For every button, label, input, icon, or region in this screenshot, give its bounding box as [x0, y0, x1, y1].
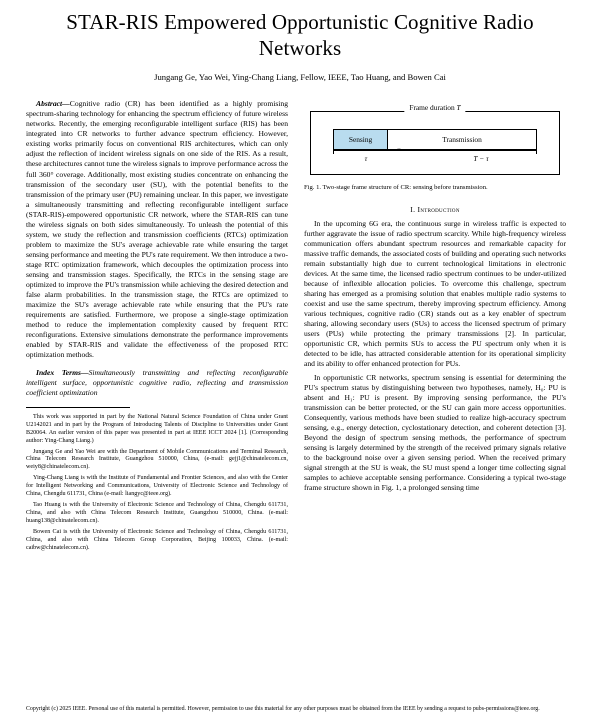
transmission-block	[388, 129, 537, 150]
two-column-body	[26, 99, 574, 555]
time-axis	[333, 150, 537, 151]
tau-label: τ	[364, 154, 368, 164]
axis-tick-start	[333, 146, 334, 154]
intro-paragraph-2: In opportunistic CR networks, spectrum sensing is essential for determining the PU's spectrum status by distinguishing between two hypotheses, namely, H₀: PU is absent and H₁: PU is present. By improving sensing performance, the PU's transmission can be better protected, or the SU can gain more access opportunities. Consequently, various methods have been studied to realize high-accuracy spectrum sensing, e.g., energy detection, cyclostationary detection, and coherent detection [3]. Beyond the design of spectrum sensing methods, the performance of spectrum sensing is largely determined by the strength of the received primary signals relative to the background noise over a given sensing period. When the received primary signal strength at the SU is weak, the SU must spend a longer time collecting signal samples to achieve acceptable sensing performance. Considering a typical two-stage frame structure shown in Fig. 1, a prolonged sensing time	[304, 373, 566, 493]
index-terms-paragraph	[26, 368, 288, 398]
footnote-author-2: Ying-Chang Liang is with the Institute of Fundamental and Frontier Sciences, and also with the Center for Intelligent Networking and Communications, University of Electronic Science and Technology of China, Chengdu 611731, China (e-mail: liangyc@ieee.org).	[26, 475, 288, 498]
remaining-duration-label: T − τ	[473, 154, 489, 164]
paper-page	[0, 10, 600, 716]
right-column	[304, 99, 566, 555]
intro-paragraph-1: In the upcoming 6G era, the continuous surge in wireless traffic is expected to further aggravate the issue of radio spectrum scarcity. While high-frequency wireless communication offers abundant spectrum resources and remarkable capacity for massive traffic demands, the associated costs of building and operating such networks remain substantially high due to current technological limitations in electronic devices. At the same time, the licensed radio spectrum continues to be under-utilized because of inflexible allocation policies. To overcome this challenge, spectrum sharing has emerged as a promising solution that enables multiple radio systems to coexist and use the same spectrum, thereby improving spectrum efficiency. Among various techniques, cognitive radio (CR) stands out as a key enabler of spectrum sharing, allowing secondary users (SUs) to access the licensed spectrum of primary users (PUs) while protecting the primary transmissions [2]. In particular, opportunistic CR, which permits SUs to access the PU spectrum only when it is detected to be idle, has attracted considerable attention for its operational simplicity and its ability to offer enhanced protection for PUs.	[304, 218, 566, 369]
index-terms-text: Simultaneously transmitting and reflecting reconfigurable intelligent surface, opportunistic cognitive radio, reflecting and transmission coefficient optimization	[26, 367, 288, 397]
sensing-block-label: Sensing	[348, 135, 373, 145]
left-column	[26, 99, 288, 555]
footnote-author-4: Bowen Cai is with the University of Electronic Science and Technology of China, Chengdu 611731, China, and also with China Telecom Group Corporation, Beijing 100033, China. (e-mail: caibw@chinatelecom.cn).	[26, 528, 288, 551]
footnote-author-3: Tao Huang is with the University of Electronic Science and Technology of China, Chengdu 611731, China, and also with China Telecom Research Institute, Guangzhou 510000, China. (e-mail: huang138@chinatelecom.cn).	[26, 502, 288, 524]
transmission-block-label: Transmission	[442, 135, 482, 145]
author-list	[30, 72, 570, 83]
section-heading-introduction: I. Introduction	[410, 204, 460, 214]
index-terms-lead: Index Terms—	[36, 367, 89, 377]
abstract-paragraph	[26, 99, 288, 359]
abstract-lead: Abstract—	[36, 99, 70, 109]
frame-blocks	[333, 129, 537, 150]
footnote-rule	[26, 407, 130, 408]
figure-1-caption: Fig. 1. Two-stage frame structure of CR: sensing before transmission.	[304, 184, 488, 192]
sensing-block	[333, 129, 388, 150]
abstract-text: Cognitive radio (CR) has been identified as a highly promising spectrum-sharing technology for enhancing the spectrum efficiency of future wireless networks. Recently, the emerging reconfigurable intelligent surface (RIS) has been integrated into CR networks to further advance spectrum efficiency. However, existing works primarily focus on conventional RIS architectures, which can only adjust the reflection of incident wireless signals on one side of the RIS. As a result, these architectures cannot tune the wireless signals to improve performance across the full 360° coverage. Additionally, most existing studies concentrate on enhancing the transmission of the secondary user (SU), with the potential benefits to the transmission of the primary user (PU) remaining unclear. In this paper, we investigate a simultaneously transmitting and reflecting reconfigurable intelligent surface (STAR-RIS)-empowered opportunistic CR network, where the STAR-RIS can tune the wireless signals on both sides simultaneously. To unleash the potential of this system, we study the reflection and transmission coefficients (RTCs) optimization problem to maximize the SU's average achievable rate while ensuring the target sensing performance and meeting the PU's rate requirement. We then introduce a two-stage RTC optimization framework, which decouples the optimization process into sensing and transmission stages. Specifically, the RTCs in the sensing stage are optimized to improve the PU's transmission while achieving the desired detection and false alarm probabilities. In the transmission stage, the RTCs are optimized to maximize the SU's average achievable rate while ensuring that the PU's rate requirements are satisfied. Furthermore, we propose a single-stage optimization method to reduce the implementation complexity caused by frequent RTC reconfigurations. Extensive simulations demonstrate the performance improvements enabled by STAR-RIS and validate the effectiveness of the proposed RTC optimization methods.	[26, 99, 288, 359]
axis-tick-tau: ×	[397, 146, 401, 155]
frame-duration-symbol: T	[456, 103, 461, 113]
copyright-notice: Copyright (c) 2025 IEEE. Personal use of this material is permitted. However, permission to use this material for any other purposes must be obtained from the IEEE by sending a request to pubs-permissions@ieee.org.	[26, 705, 540, 712]
axis-tick-end	[536, 146, 537, 154]
frame-duration-prefix: Frame duration	[409, 103, 457, 113]
figure-1	[304, 103, 566, 193]
authors-text: Jungang Ge, Yao Wei, Ying-Chang Liang, Fellow, IEEE, Tao Huang, and Bowen Cai	[154, 72, 446, 83]
footnote-funding: This work was supported in part by the National Natural Science Foundation of China under Grant U2142021 and in part by the Program of Introducing Talents of Discipline to Universities under Grant B20064. An earlier version of this paper was presented in part at IEEE ICCT 2024 [1]. (Corresponding author: Ying-Chang Liang.)	[26, 413, 288, 444]
frame-diagram	[310, 103, 560, 175]
footnote-author-1: Jungang Ge and Yao Wei are with the Department of Mobile Communications and Terminal Research, China Telecom Research Institute, Guangzhou 510000, China, (e-mail: gejj1@chinatelecom.cn, weiy8@chinatelecom.cn).	[26, 448, 288, 471]
frame-duration-label	[404, 103, 465, 112]
page-title: STAR-RIS Empowered Opportunistic Cognitive Radio Networks	[66, 10, 534, 60]
